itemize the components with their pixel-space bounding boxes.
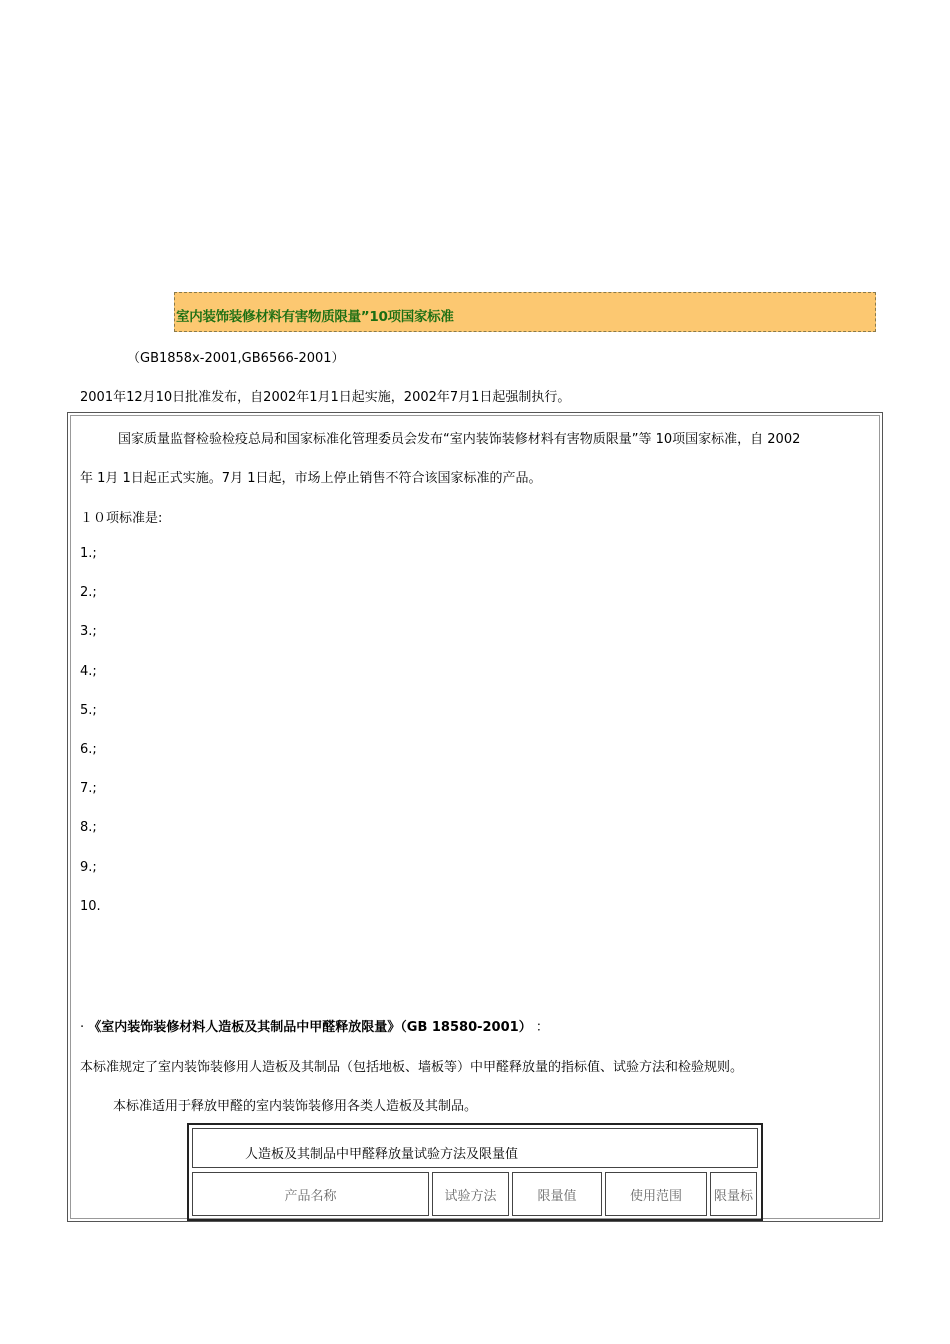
section-title: 《室内装饰装修材料人造板及其制品中甲醛释放限量》（GB 18580-2001） xyxy=(88,1020,532,1035)
table-caption: 人造板及其制品中甲醛释放量试验方法及限量值 xyxy=(245,1147,519,1162)
section-heading xyxy=(80,1016,549,1035)
list-item: 1.; xyxy=(80,546,97,561)
intro-line-2: 年 1月 1日起正式实施。7月 1日起，市场上停止销售不符合该国家标准的产品。 xyxy=(80,471,542,486)
table-header-cell: 使用范围 xyxy=(605,1172,707,1216)
list-item: 8.; xyxy=(80,820,97,835)
table-header-cell: 限量标 xyxy=(710,1172,757,1216)
gb-codes: （GB1858x-2001,GB6566-2001） xyxy=(127,351,345,366)
intro-line-1: 国家质量监督检验检疫总局和国家标准化管理委员会发布“室内装饰装修材料有害物质限量”等 10项国家标准，自 2002 xyxy=(118,432,801,447)
list-item: 9.; xyxy=(80,860,97,875)
list-item: 7.; xyxy=(80,781,97,796)
list-item: 2.; xyxy=(80,585,97,600)
section-bullet: · xyxy=(80,1020,85,1035)
list-item: 10. xyxy=(80,899,101,914)
table-header-cell: 限量值 xyxy=(512,1172,602,1216)
list-item: 3.; xyxy=(80,624,97,639)
table-header-cell: 产品名称 xyxy=(192,1172,429,1216)
release-line: 2001年12月10日批准发布，自2002年1月1日起实施，2002年7月1日起强制执行。 xyxy=(80,390,571,405)
section-para-2: 本标准适用于释放甲醛的室内装饰装修用各类人造板及其制品。 xyxy=(113,1099,478,1114)
formaldehyde-table xyxy=(187,1123,763,1221)
section-suffix: ： xyxy=(535,1020,549,1035)
title-banner xyxy=(174,292,876,332)
table-caption-row xyxy=(192,1128,758,1168)
list-item: 4.; xyxy=(80,664,97,679)
section-para-1: 本标准规定了室内装饰装修用人造板及其制品（包括地板、墙板等）中甲醛释放量的指标值、试验方法和检验规则。 xyxy=(80,1060,744,1075)
ten-standards-label: １０项标准是: xyxy=(80,511,163,526)
list-item: 6.; xyxy=(80,742,97,757)
page-title: 室内装饰装修材料有害物质限量”10项国家标准 xyxy=(176,309,454,325)
list-item: 5.; xyxy=(80,703,97,718)
table-header-cell: 试验方法 xyxy=(432,1172,509,1216)
